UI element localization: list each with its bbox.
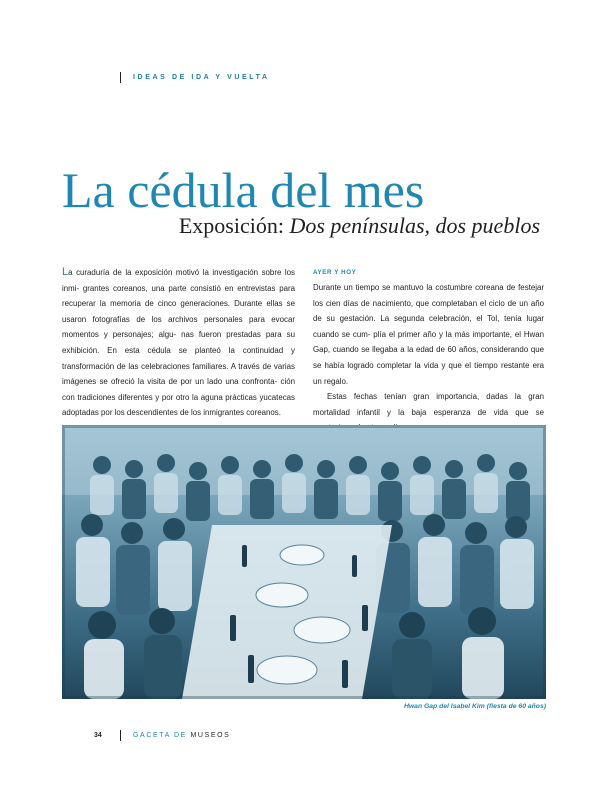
- section-label: IDEAS DE IDA Y VUELTA: [133, 74, 270, 81]
- publication-name-a: GACETA DE: [133, 732, 187, 739]
- article-title: La cédula del mes: [62, 162, 425, 218]
- body-line: cien días de nacimiento, que completaban el ciclo de un año de su: [313, 298, 544, 324]
- photo-illustration: [62, 425, 546, 699]
- subtitle-prefix: Exposición:: [178, 213, 284, 238]
- body-line: Durante un tiempo se mantuvo la costumbre coreana de festejar los: [313, 283, 544, 308]
- body-line: de varias imágenes se ofreció la visita de por un lado una confronta-: [62, 361, 295, 387]
- body-line: nas fueron prestadas para su exhibición. En esta cédula se planteó la: [62, 330, 295, 355]
- body-line: continuidad y transformación de las celebraciones familiares. A través: [62, 345, 295, 371]
- body-line: plía el primer año y la más importante, el Hwan Gap, cuando se llegaba: [313, 329, 544, 355]
- body-line: adoptadas por los descendientes de los inmigrantes coreanos.: [62, 408, 281, 418]
- body-line: a curaduría de la exposición motivó la investigación sobre los inmi-: [62, 268, 295, 293]
- page-number: 34: [94, 732, 102, 739]
- body-line: grantes coreanos, una parte consistió en entrevistas para recuperar la: [62, 283, 295, 309]
- body-line: infantil y la baja esperanza de vida que se: [357, 407, 544, 417]
- body-line: a la edad de 60 años, considerando que se había logrado completar la: [313, 345, 544, 370]
- body-line: gestación. La segunda celebración, el Tol, tenía lugar cuando se cum-: [313, 314, 544, 339]
- left-column: [62, 265, 295, 421]
- right-column: [313, 265, 544, 436]
- photo-caption: Hwan Gap del Isabel Kim (fiesta de 60 años): [403, 703, 546, 710]
- body-line: memoria de cinco generaciones. Durante ellas se usaron fotografías: [62, 299, 295, 324]
- subheading: AYER Y HOY: [313, 269, 357, 276]
- body-line: de los archivos personales para evocar momentos y personajes; algu-: [62, 314, 295, 340]
- body-line: Estas fechas tenían gran importancia, dadas la gran mortalidad: [313, 392, 544, 417]
- dropcap: L: [62, 266, 69, 278]
- header-rule: [120, 72, 121, 83]
- right-paragraph-1: [313, 280, 544, 389]
- body-line: ción con tradiciones diferentes y por otro la aguna prácticas yucatecas: [62, 377, 296, 402]
- publication-name-b: MUSEOS: [190, 732, 231, 739]
- footer-rule: [120, 730, 121, 741]
- body-line: vida y que el tiempo restante era un regalo.: [313, 360, 544, 386]
- article-subtitle: [179, 212, 540, 240]
- publication-name: [133, 732, 230, 739]
- group-photograph: [62, 425, 546, 699]
- left-paragraph: [62, 265, 295, 421]
- subtitle-italic: Dos penínsulas, dos pueblos: [289, 213, 540, 238]
